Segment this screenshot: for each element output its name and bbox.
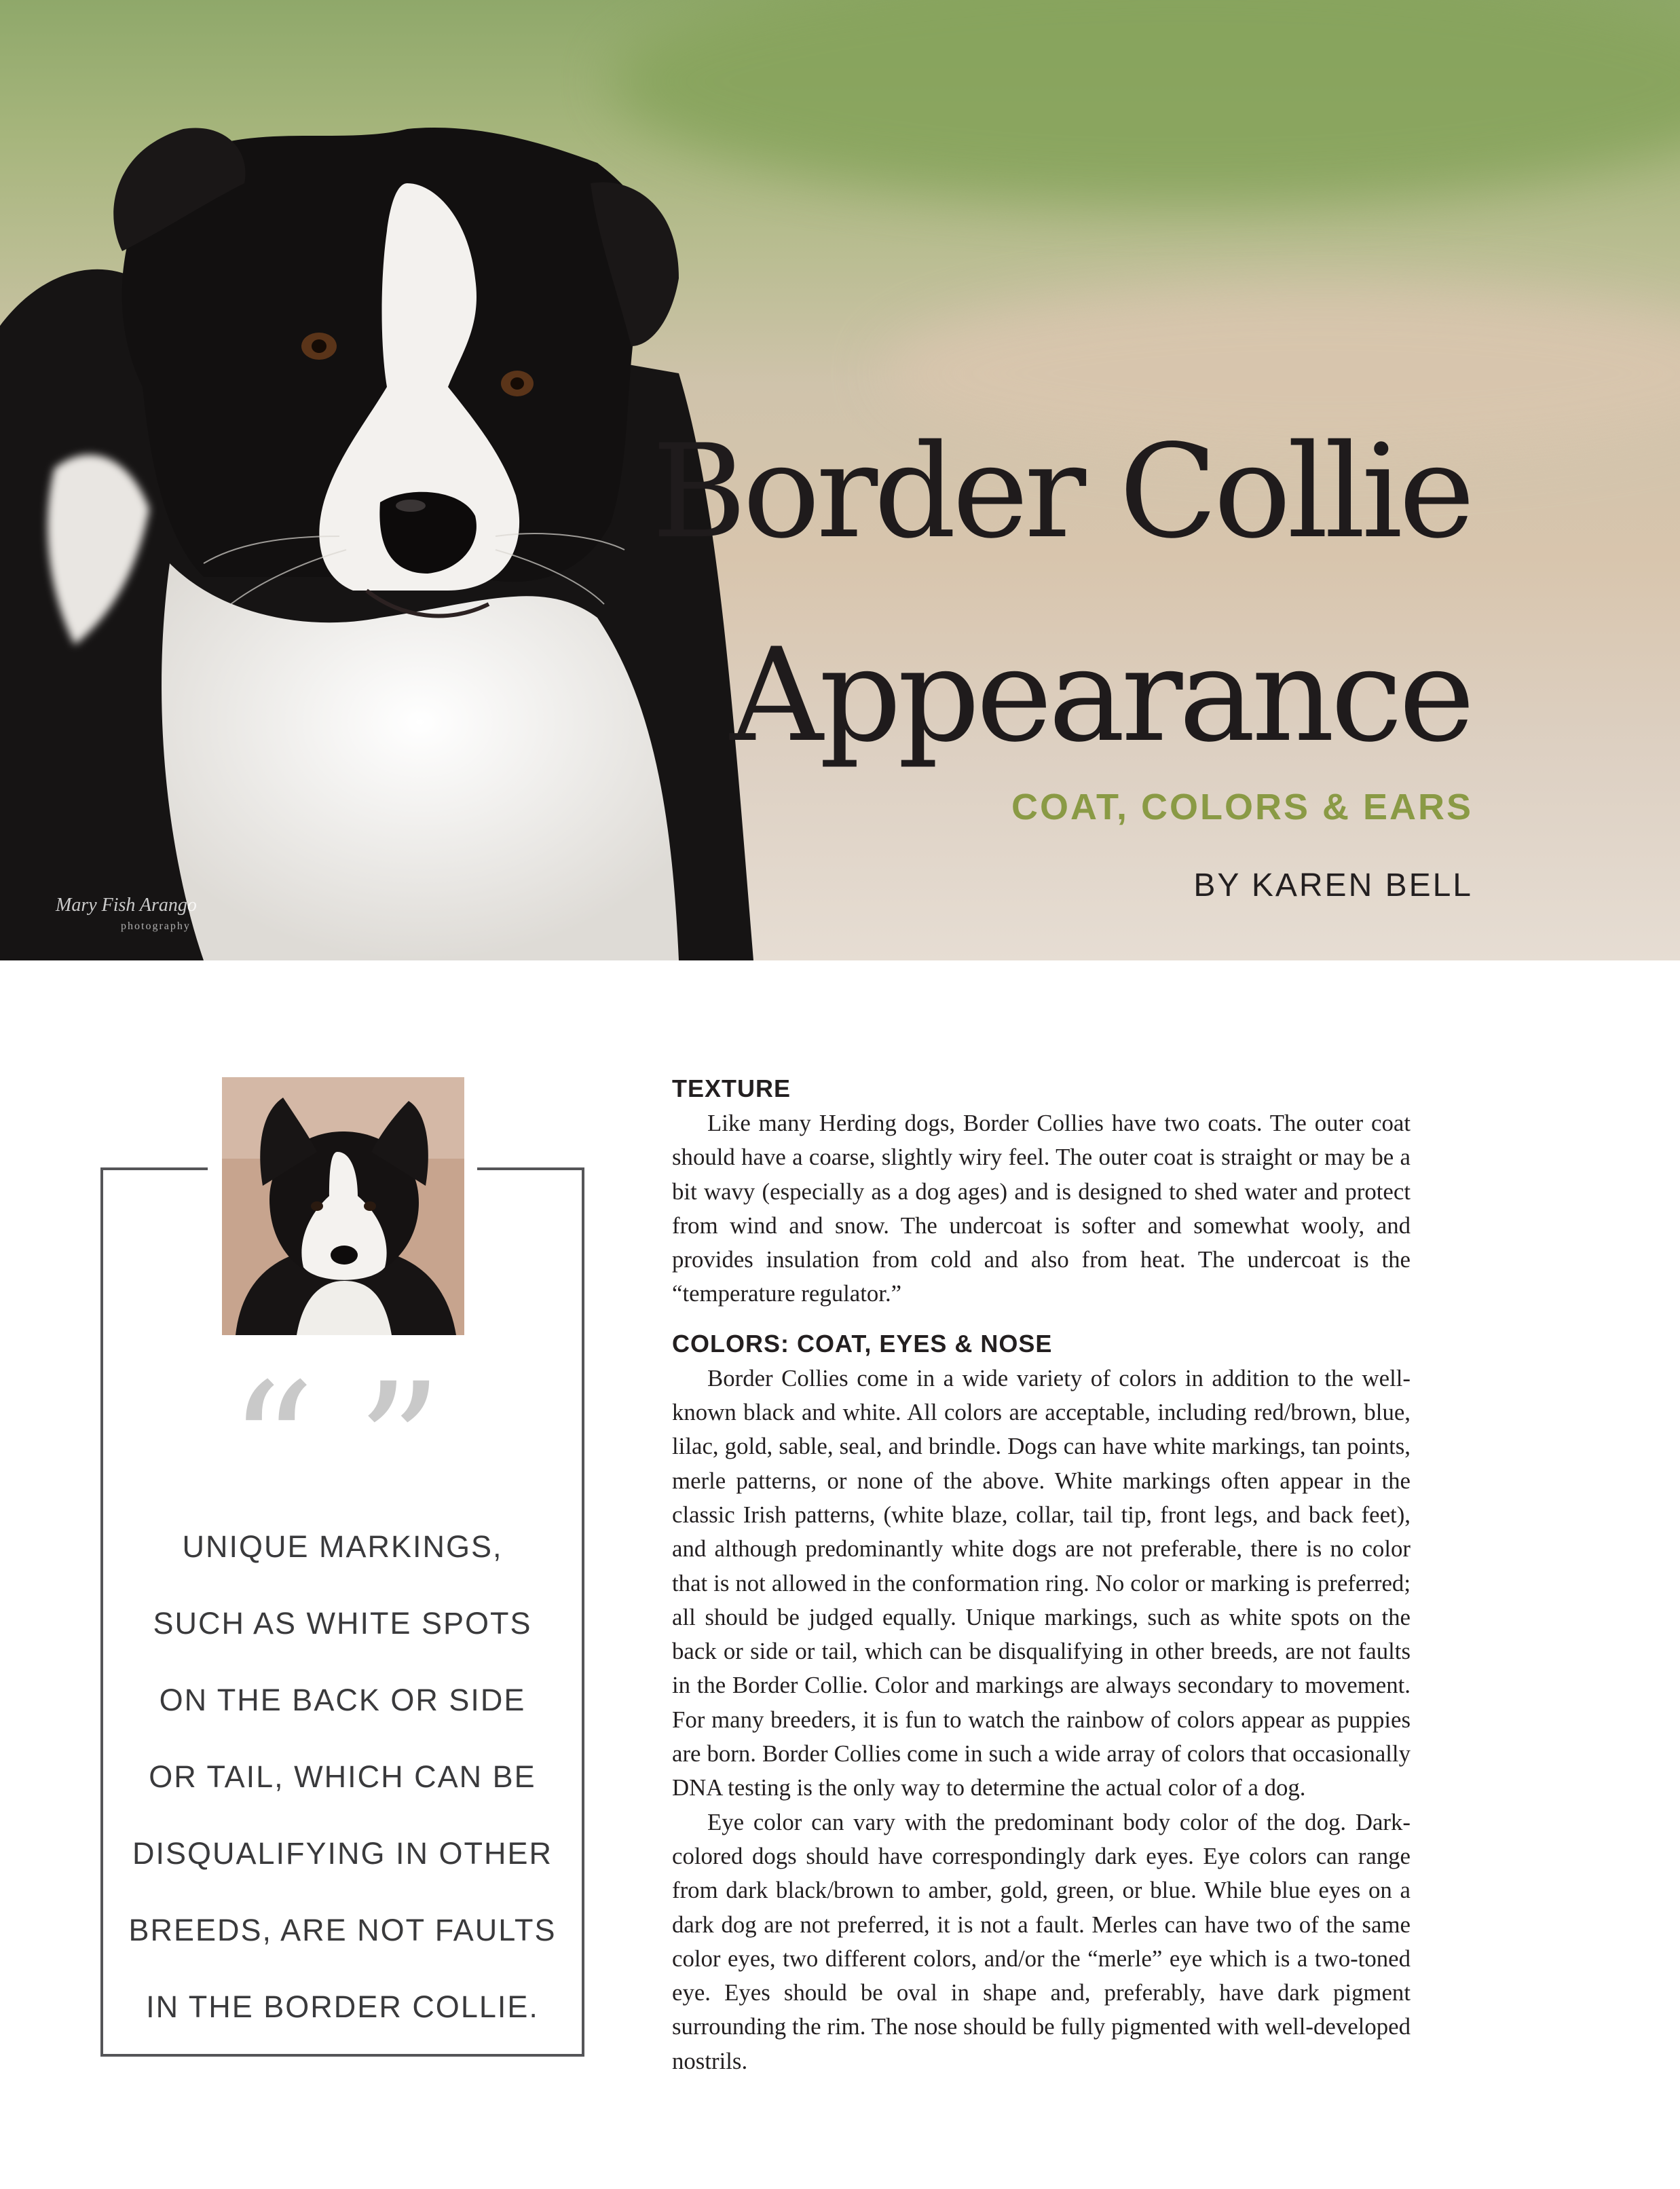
article-title xyxy=(652,390,1471,798)
title-line-1: Border Collie xyxy=(652,417,1471,567)
close-quote-mark: ” xyxy=(356,1347,484,1544)
hero-banner xyxy=(0,0,1680,960)
section-heading-colors: COLORS: COAT, EYES & NOSE xyxy=(672,1329,1053,1358)
quotation-marks-icon xyxy=(100,1347,584,1544)
article-body xyxy=(672,1071,1411,2078)
photo-credit: Mary Fish Arango xyxy=(56,895,197,916)
pull-quote-text xyxy=(114,1508,571,2045)
section-gap xyxy=(672,1311,1411,1326)
pull-quote-line: OR TAIL, WHICH CAN BE xyxy=(149,1759,536,1794)
pull-quote-line: ON THE BACK OR SIDE xyxy=(159,1683,526,1717)
pull-quote-line: BREEDS, ARE NOT FAULTS xyxy=(128,1913,557,1947)
eye-color-paragraph: Eye color can vary with the predominant body color of the dog. Dark-colored dogs should have correspondingly dark eyes. Eye colors can range from dark black/brown to amber, gold, green, or blue. While blue eyes on a dark dog are not preferred, it is not a fault. Merles can have two of the same color eyes, two different colors, and/or the “merle” eye which is a two-toned eye. Eyes should be oval in shape and, preferably, have dark pigment surrounding the rim. The nose should be fully pigmented with well-developed nostrils. xyxy=(672,1808,1411,2074)
texture-paragraph: Like many Herding dogs, Border Collies have two coats. The outer coat should have a coarse, slightly wiry feel. The outer coat is straight or may be a bit wavy (especially as a dog ages) and is designed to shed water and protect from wind and snow. The undercoat is softer and somewhat wooly, and provides insulation from cold and also from heat. The undercoat is the “temperature regulator.” xyxy=(672,1110,1411,1307)
author-byline: BY KAREN BELL xyxy=(1193,867,1473,903)
article-subtitle: COAT, COLORS & EARS xyxy=(1011,787,1473,827)
hero-background-grass xyxy=(611,0,1680,204)
border-collie-photo xyxy=(0,102,760,960)
open-quote-mark: “ xyxy=(228,1347,356,1544)
pull-quote-line: DISQUALIFYING IN OTHER xyxy=(132,1836,553,1871)
section-heading-texture: TEXTURE xyxy=(672,1074,791,1102)
colors-paragraph: Border Collies come in a wide variety of colors in addition to the well-known black and white. All colors are acceptable, including red/brown, blue, lilac, gold, sable, seal, and brindle. Dogs can have white markings, tan points, merle patterns, or none of the above. White markings often appear in the classic Irish patterns, (white blaze, collar, tail tip, front legs, and back feet), and although predominantly white dogs are not preferable, there is no color that is not allowed in the conformation ring. No color or marking is preferred; all should be judged equally. Unique markings, such as white spots on the back or side or tail, which can be disqualifying in other breeds, are not faults in the Border Collie. Color and markings are always secondary to movement. For many breeders, it is fun to watch the rainbow of colors appear as puppies are born. Border Collies come in such a wide array of colors that occasionally DNA testing is the only way to determine the actual color of a dog. xyxy=(672,1364,1411,1801)
pull-quote-line: SUCH AS WHITE SPOTS xyxy=(153,1606,532,1641)
pull-quote-line: UNIQUE MARKINGS, xyxy=(182,1529,503,1564)
title-line-2: Appearance xyxy=(730,620,1471,770)
pull-quote-line: IN THE BORDER COLLIE. xyxy=(146,1989,539,2024)
photo-credit-sub: photography xyxy=(121,920,191,932)
collie-puppy-photo xyxy=(222,1077,464,1335)
